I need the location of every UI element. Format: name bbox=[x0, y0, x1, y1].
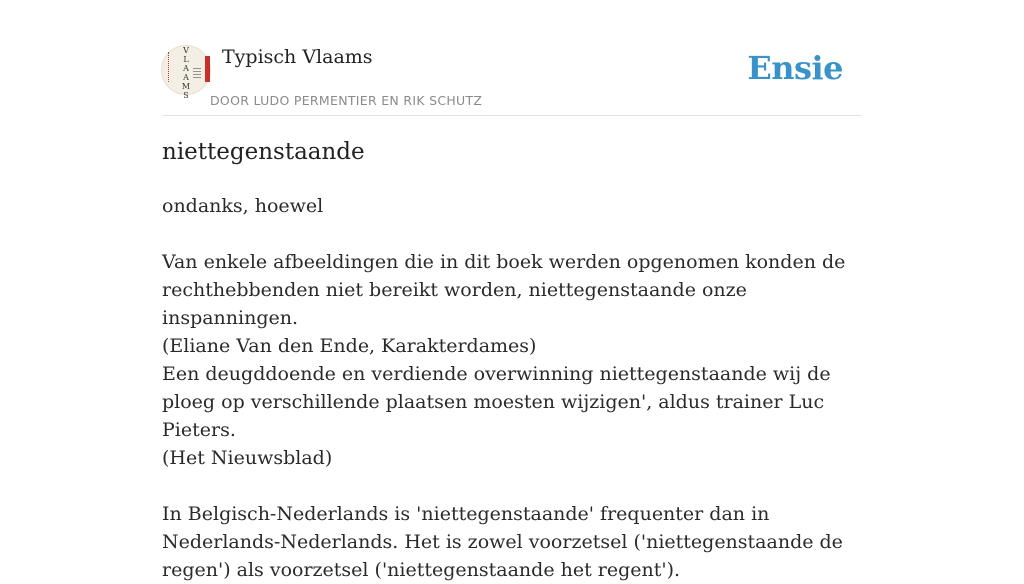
header bbox=[162, 0, 862, 116]
cover-letter: L bbox=[183, 55, 189, 64]
cover-letter: V bbox=[183, 46, 189, 55]
book-title-link[interactable]: Typisch Vlaams bbox=[222, 46, 373, 68]
cover-dotted-line bbox=[168, 52, 173, 82]
entry-body bbox=[162, 192, 862, 584]
cover-letter: A bbox=[183, 64, 189, 73]
cover-letters bbox=[181, 46, 191, 100]
example-source: (Het Nieuwsblad) bbox=[162, 447, 333, 469]
definition: ondanks, hoewel bbox=[162, 195, 324, 217]
example-source: (Eliane Van den Ende, Karakterdames) bbox=[162, 335, 537, 357]
cover-red-bar bbox=[205, 56, 210, 82]
entry-card bbox=[162, 0, 862, 581]
example-quote: Van enkele afbeeldingen die in dit boek werden opgenomen konden de rechthebbenden niet bereikt worden, niettegenstaande onze inspanningen. bbox=[162, 251, 846, 329]
cover-letter: A bbox=[183, 73, 189, 82]
book-authors: DOOR LUDO PERMENTIER EN RIK SCHUTZ bbox=[210, 93, 483, 108]
book-cover-image[interactable] bbox=[162, 46, 210, 100]
cover-letter: M bbox=[181, 82, 191, 91]
cover-text-lines bbox=[193, 68, 201, 80]
example-quote: Een deugddoende en verdiende overwinning niettegenstaande wij de ploeg op verschillende plaatsen moesten wijzigen', aldus trainer Luc Pieters. bbox=[162, 363, 831, 441]
headword: niettegenstaande bbox=[162, 139, 365, 165]
usage-note: In Belgisch-Nederlands is 'niettegenstaande' frequenter dan in Nederlands-Nederlands. Het is zowel voorzetsel ('niettegenstaande de regen') als voorzetsel ('niettegenstaande het regent'). bbox=[162, 503, 843, 581]
cover-letter: S bbox=[183, 91, 189, 100]
ensie-logo-link[interactable]: Ensie bbox=[747, 49, 843, 87]
